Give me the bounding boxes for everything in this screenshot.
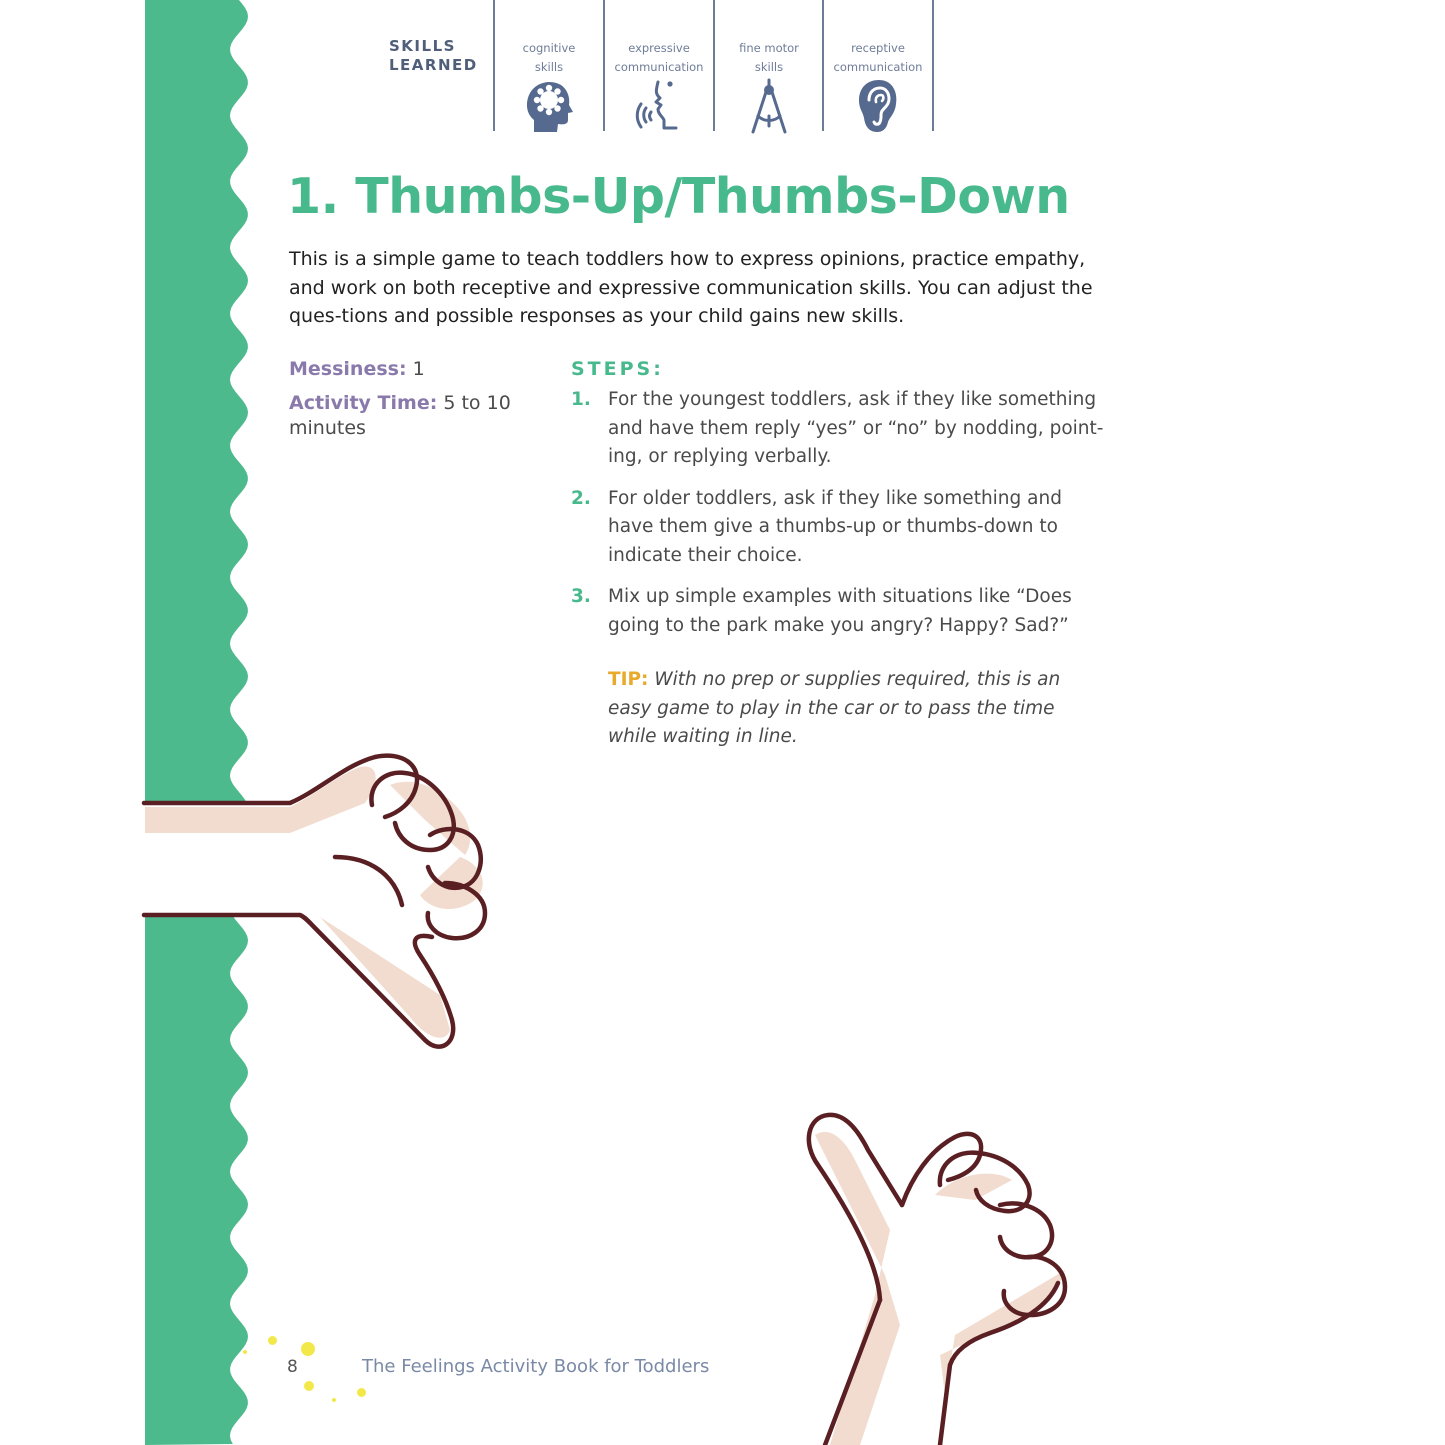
step-number: 1. <box>571 389 591 410</box>
intro-paragraph: This is a simple game to teach toddlers how to express opinions, practice empathy, and work on both receptive and expressive communication skills. You can adjust the ques-tions and possible responses as your child gains new skills. <box>289 248 1093 327</box>
compass-icon <box>744 78 794 134</box>
step-number: 3. <box>571 586 591 607</box>
step-number: 2. <box>571 487 591 509</box>
ear-icon <box>853 78 903 134</box>
step-text: For the youngest toddlers, ask if they like something and have them reply “yes” or “no” by nodding, point-ing, or replying verbally. <box>608 389 1104 467</box>
thumbs-down-illustration <box>140 745 500 1055</box>
tip-box <box>608 666 1108 752</box>
messiness-label: Messiness: <box>289 358 407 380</box>
skill-receptive-communication <box>822 0 934 131</box>
messiness-row <box>289 357 529 382</box>
sparkle-dot <box>301 1342 315 1356</box>
skill-cognitive <box>493 0 603 131</box>
skill-label: expressive communication <box>614 41 704 74</box>
page-title: 1. Thumbs-Up/Thumbs-Down <box>287 168 1070 225</box>
skill-label: fine motor skills <box>739 41 799 74</box>
sparkle-dot <box>243 1350 247 1354</box>
step-item <box>571 386 1111 472</box>
sparkle-dot <box>268 1336 277 1345</box>
step-text: For older toddlers, ask if they like something and have them give a thumbs-up or thumbs-down to indicate their choice. <box>608 487 1062 566</box>
steps-list <box>571 386 1111 653</box>
step-item <box>571 583 1111 640</box>
tip-label: TIP: <box>608 669 649 690</box>
tip-text: With no prep or supplies required, this is an easy game to play in the car or to pass the time while waiting in line. <box>608 669 1061 747</box>
activity-meta <box>289 357 529 450</box>
sparkle-dot <box>332 1398 336 1402</box>
sparkle-dot <box>304 1381 314 1391</box>
activity-time-value: 5 to 10 minutes <box>289 392 511 439</box>
skill-fine-motor <box>713 0 823 131</box>
activity-time-row <box>289 391 529 441</box>
skill-label: cognitive skills <box>522 41 576 74</box>
step-item <box>571 485 1111 571</box>
skills-learned-heading: SKILLS LEARNED <box>389 37 478 74</box>
skill-expressive-communication <box>603 0 713 131</box>
step-text: Mix up simple examples with situations like “Does going to the park make you angry? Happy? Sad?” <box>608 586 1072 636</box>
thumbs-up-illustration <box>790 1105 1080 1445</box>
page-number: 8 <box>287 1357 298 1377</box>
activity-time-label: Activity Time: <box>289 392 438 414</box>
speaking-face-icon <box>634 78 684 134</box>
skill-label: receptive communication <box>833 41 923 74</box>
steps-heading: STEPS: <box>571 358 664 380</box>
messiness-value: 1 <box>412 358 425 380</box>
sparkle-dot <box>357 1388 366 1397</box>
book-title: The Feelings Activity Book for Toddlers <box>362 1356 710 1377</box>
head-gear-icon <box>524 78 574 134</box>
green-wavy-border <box>0 0 260 1445</box>
